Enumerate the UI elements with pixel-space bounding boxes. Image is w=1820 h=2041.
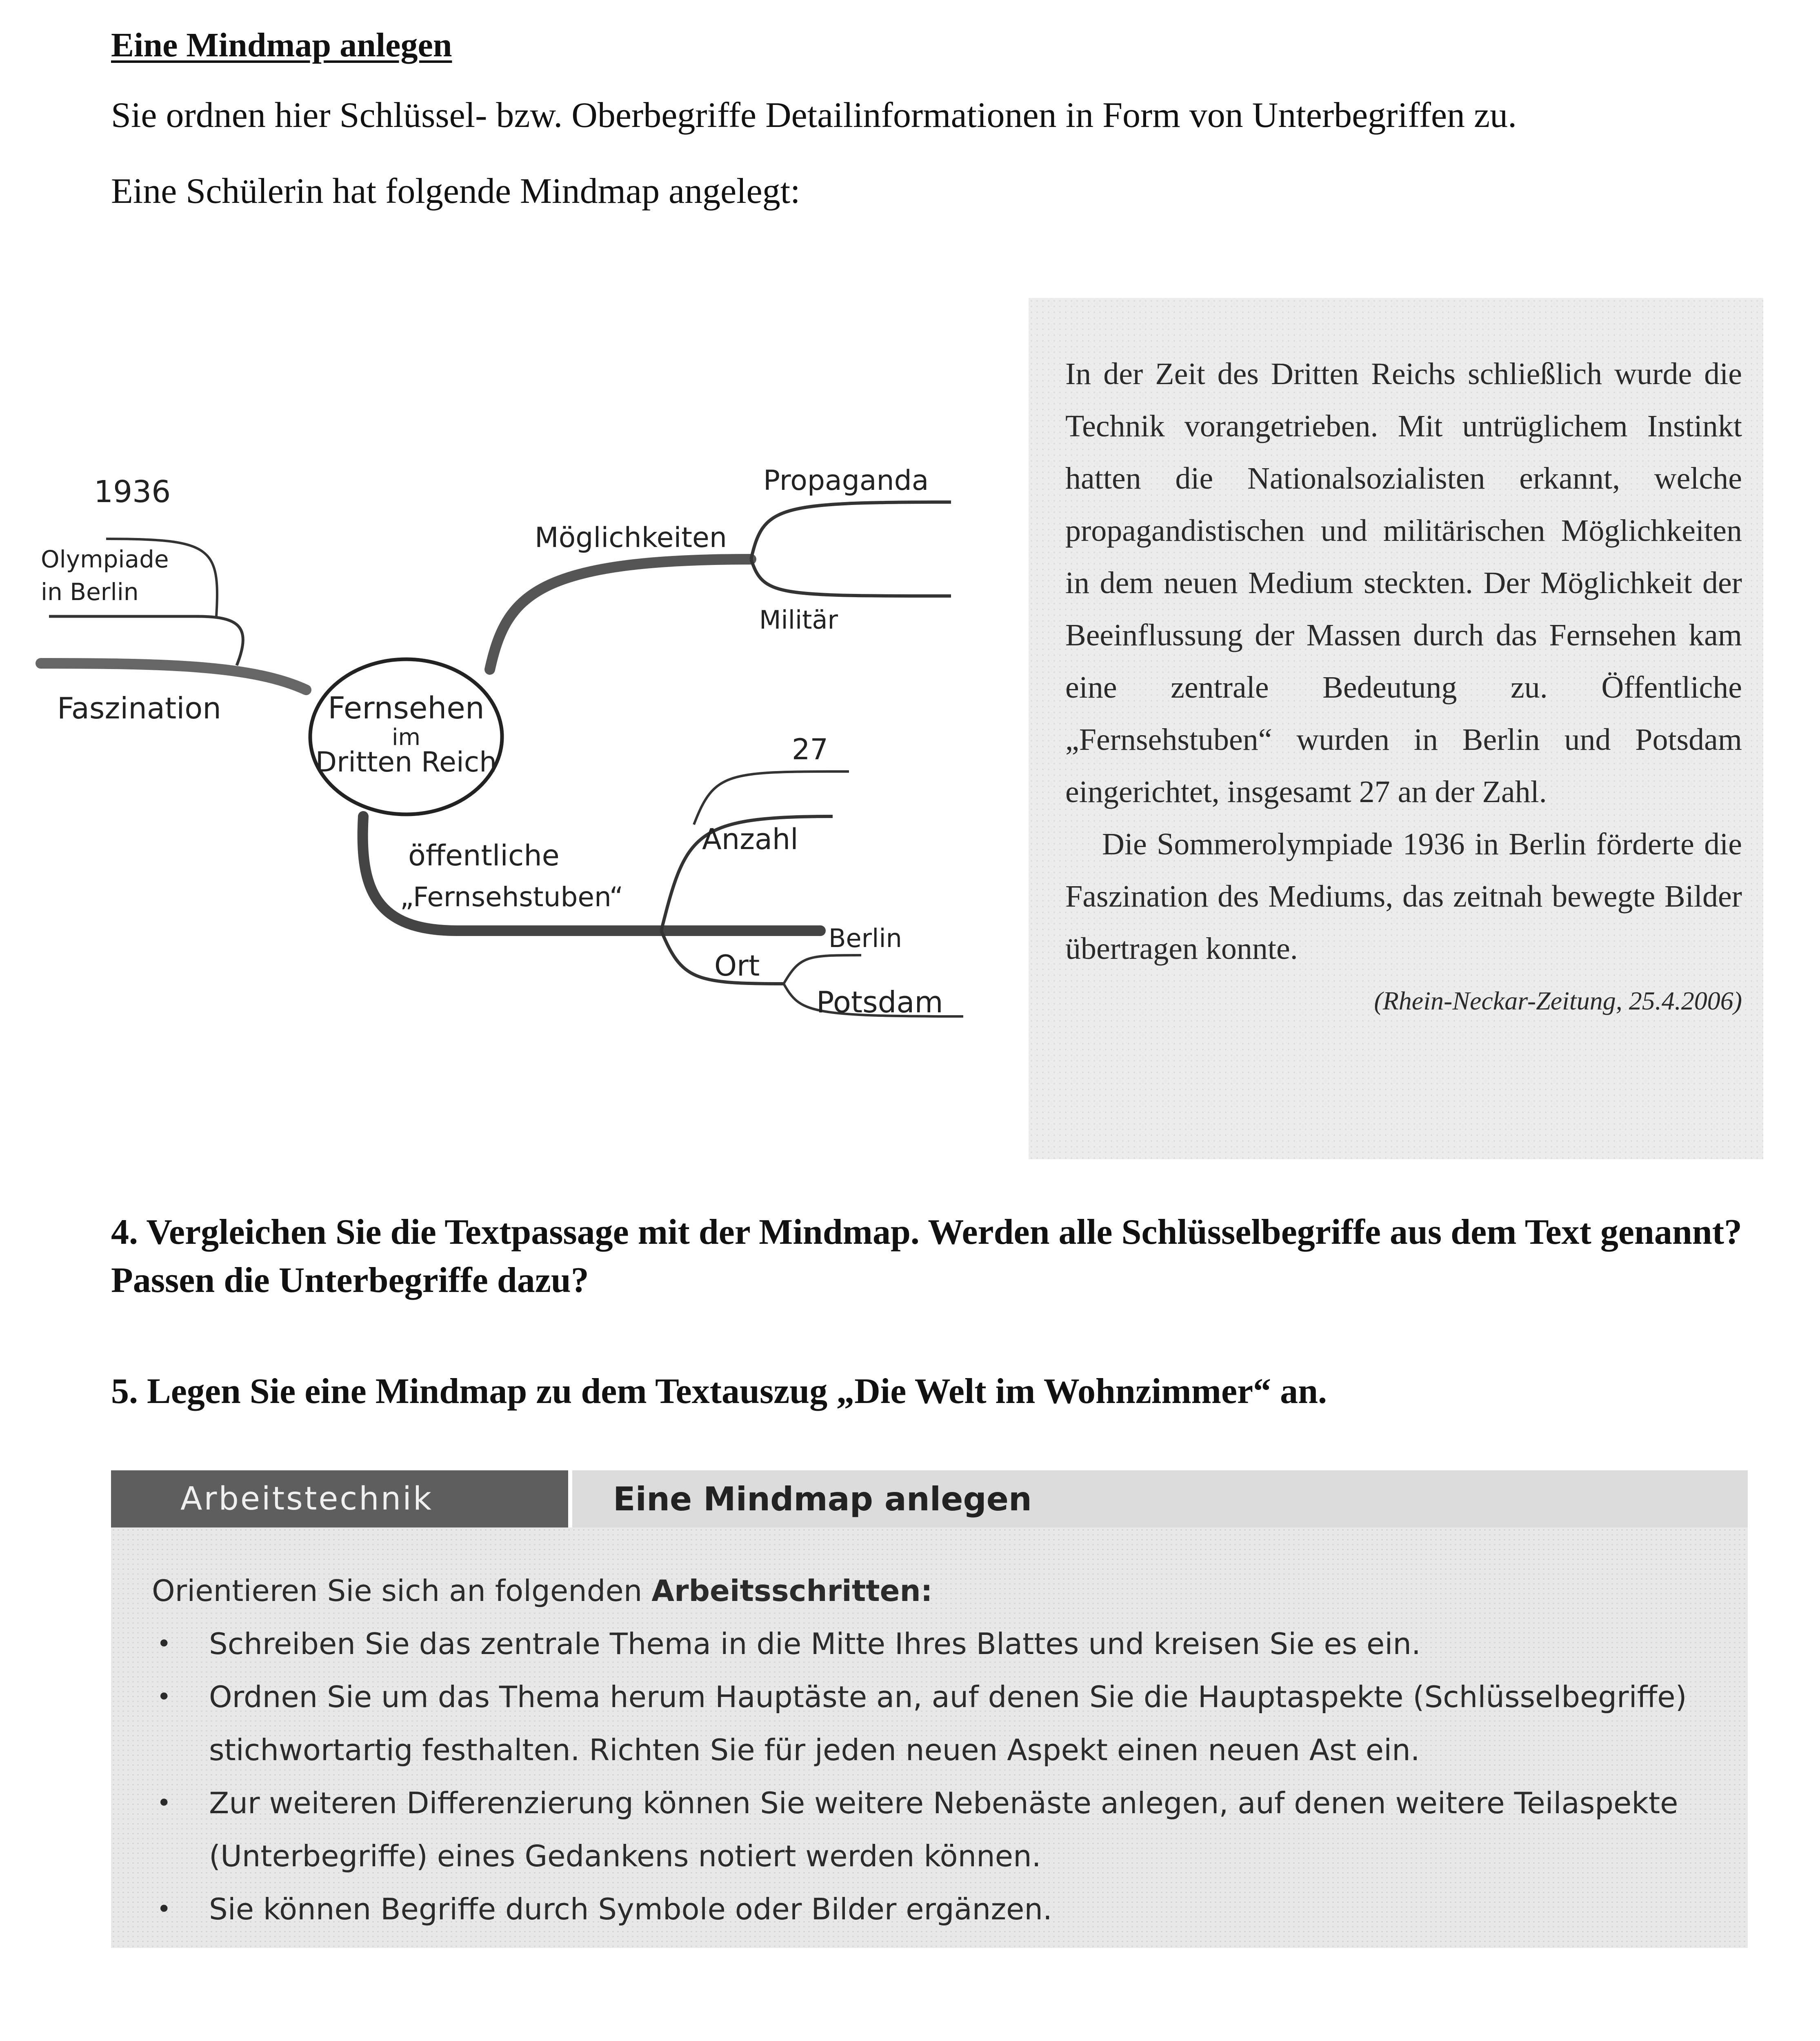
label-propaganda: Propaganda	[763, 465, 929, 497]
steps-list	[152, 1617, 1723, 1936]
list-item	[152, 1883, 1723, 1936]
label-27: 27	[792, 733, 829, 766]
center-label-2: im	[391, 724, 421, 751]
branch-line-faszination	[41, 663, 306, 690]
mindmap	[24, 367, 1004, 1069]
lead-text: Orientieren Sie sich an folgenden	[152, 1574, 652, 1608]
intro-text: Sie ordnen hier Schlüssel- bzw. Oberbegriffe Detailinformationen in Form von Unterbegriffen zu.	[111, 96, 1517, 135]
label-moeglichkeiten: Möglichkeiten	[535, 522, 727, 554]
label-1936: 1936	[94, 474, 171, 509]
arbeitstechnik-header	[111, 1470, 1748, 1527]
task-4: 4. Vergleichen Sie die Textpassage mit der Mindmap. Werden alle Schlüsselbegriffe aus dem Text genannt? Passen die Unterbegriffe dazu?	[111, 1212, 1742, 1300]
list-item	[152, 1776, 1723, 1883]
quote-source: (Rhein-Neckar-Zeitung, 25.4.2006)	[1374, 986, 1742, 1015]
label-fernsehstuben: „Fernsehstuben“	[400, 881, 624, 913]
arbeitstechnik-title: Eine Mindmap anlegen	[572, 1470, 1748, 1527]
arbeitstechnik-lead	[152, 1564, 1723, 1617]
label-in-berlin: in Berlin	[41, 578, 139, 606]
label-potsdam: Potsdam	[816, 985, 943, 1019]
bullet-icon: •	[157, 1789, 171, 1817]
center-label-1: Fernsehen	[328, 691, 484, 726]
bullet-icon: •	[157, 1895, 171, 1923]
arbeitstechnik-body	[111, 1527, 1748, 1948]
task-6	[111, 2037, 1744, 2041]
center-label-3: Dritten Reich	[315, 746, 497, 778]
label-olympiade: Olympiade	[41, 545, 169, 573]
label-anzahl: Anzahl	[702, 823, 798, 856]
arbeitstechnik-tag: Arbeitstechnik	[111, 1470, 568, 1527]
list-item	[152, 1617, 1723, 1670]
step-text: Sie können Begriffe durch Symbole oder Bilder ergänzen.	[209, 1892, 1052, 1926]
intro-text-2: Eine Schülerin hat folgende Mindmap angelegt:	[111, 171, 800, 211]
list-item	[152, 1670, 1723, 1776]
step-text: Schreiben Sie das zentrale Thema in die Mitte Ihres Blattes und kreisen Sie es ein.	[209, 1627, 1421, 1661]
label-ort: Ort	[714, 949, 760, 983]
quote-paragraph-2: Die Sommerolympiade 1936 in Berlin förderte die Faszination des Mediums, das zeitnah bewegte Bilder übertragen konnte.	[1065, 827, 1742, 966]
lead-bold: Arbeitsschritten:	[651, 1574, 933, 1608]
quote-paragraph-1: In der Zeit des Dritten Reichs schließlich wurde die Technik vorangetrieben. Mit untrüglichem Instinkt hatten die Nationalsozialisten erkannt, welche propagandistischen und militärischen Möglichkeiten in dem neuen Medium steckten. Der Möglichkeit der Beeinflussung der Massen durch das Fernsehen kam eine zentrale Bedeutung zu. Öffentliche „Fernsehstuben“ wurden in Berlin und Potsdam eingerichtet, insgesamt 27 an der Zahl.	[1065, 357, 1742, 809]
newspaper-quote	[1029, 298, 1763, 1159]
bullet-icon: •	[157, 1683, 171, 1711]
bullet-icon: •	[157, 1630, 171, 1658]
step-text: Ordnen Sie um das Thema herum Hauptäste an, auf denen Sie die Hauptaspekte (Schlüsselbegriffe) stichwortartig festhalten. Richten Sie für jeden neuen Aspekt einen neuen Ast ein.	[209, 1680, 1687, 1767]
branch-line-moeglichkeiten	[490, 559, 751, 669]
page-title: Eine Mindmap anlegen	[111, 26, 452, 64]
label-oeffentliche: öffentliche	[408, 839, 560, 872]
label-militaer: Militär	[759, 605, 838, 635]
task-5: 5. Legen Sie eine Mindmap zu dem Textauszug „Die Welt im Wohnzimmer“ an.	[111, 1372, 1327, 1411]
label-berlin: Berlin	[829, 923, 902, 953]
step-text: Zur weiteren Differenzierung können Sie weitere Nebenäste anlegen, auf denen weitere Teilaspekte (Unterbegriffe) eines Gedankens notiert werden können.	[209, 1786, 1678, 1873]
label-faszination: Faszination	[57, 691, 221, 725]
